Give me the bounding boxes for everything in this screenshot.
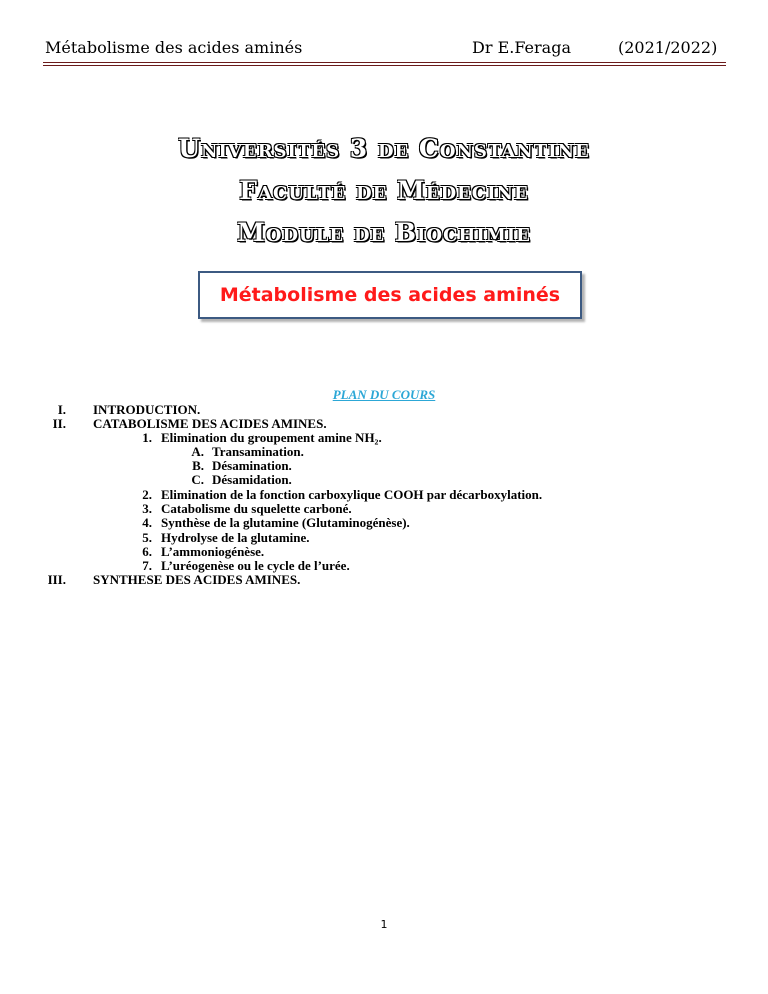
course-title: Métabolisme des acides aminés: [219, 284, 561, 306]
module-title: Module de Biochimie: [237, 218, 531, 247]
subitem-letter: A.: [191, 444, 204, 459]
section-number: III.: [47, 572, 66, 587]
section-label: INTRODUCTION.: [93, 402, 201, 417]
section-label: CATABOLISME DES ACIDES AMINES.: [93, 416, 327, 431]
item-label: Synthèse de la glutamine (Glutaminogénèse).: [161, 515, 410, 530]
item-number: 6.: [142, 544, 152, 559]
item-number: 2.: [142, 487, 152, 502]
subitem-label: Désamidation.: [212, 472, 292, 487]
course-title-box: [198, 271, 582, 319]
plan-heading: PLAN DU COURS: [332, 387, 436, 402]
page-number: 1: [380, 918, 388, 931]
faculty-title: Faculté de Médecine: [239, 176, 529, 205]
item-number: 3.: [142, 501, 152, 516]
subitem-letter: C.: [191, 472, 204, 487]
subitem-label: Désamination.: [212, 458, 292, 473]
header-rule-secondary: [43, 65, 726, 66]
header-year: (2021/2022): [618, 38, 718, 57]
item-number: 1.: [142, 430, 152, 445]
section-number: I.: [57, 402, 66, 417]
section-label: SYNTHESE DES ACIDES AMINES.: [93, 572, 301, 587]
item-label: Catabolisme du squelette carboné.: [161, 501, 352, 516]
section-number: II.: [52, 416, 66, 431]
subitem-label: Transamination.: [212, 444, 304, 459]
item-label: Elimination du groupement amine NH₂.: [161, 430, 382, 445]
item-number: 5.: [142, 530, 152, 545]
item-number: 7.: [142, 558, 152, 573]
item-label: L’ammoniogénèse.: [161, 544, 265, 559]
header-rule: [43, 62, 726, 63]
university-title: Universités 3 de Constantine: [178, 134, 590, 163]
item-label: Hydrolyse de la glutamine.: [161, 530, 310, 545]
item-label: L’uréogenèse ou le cycle de l’urée.: [161, 558, 350, 573]
subitem-letter: B.: [192, 458, 204, 473]
item-label: Elimination de la fonction carboxylique COOH par décarboxylation.: [161, 487, 543, 502]
item-number: 4.: [142, 515, 152, 530]
header-document-title: Métabolisme des acides aminés: [45, 38, 303, 57]
header-author: Dr E.Feraga: [472, 38, 571, 57]
